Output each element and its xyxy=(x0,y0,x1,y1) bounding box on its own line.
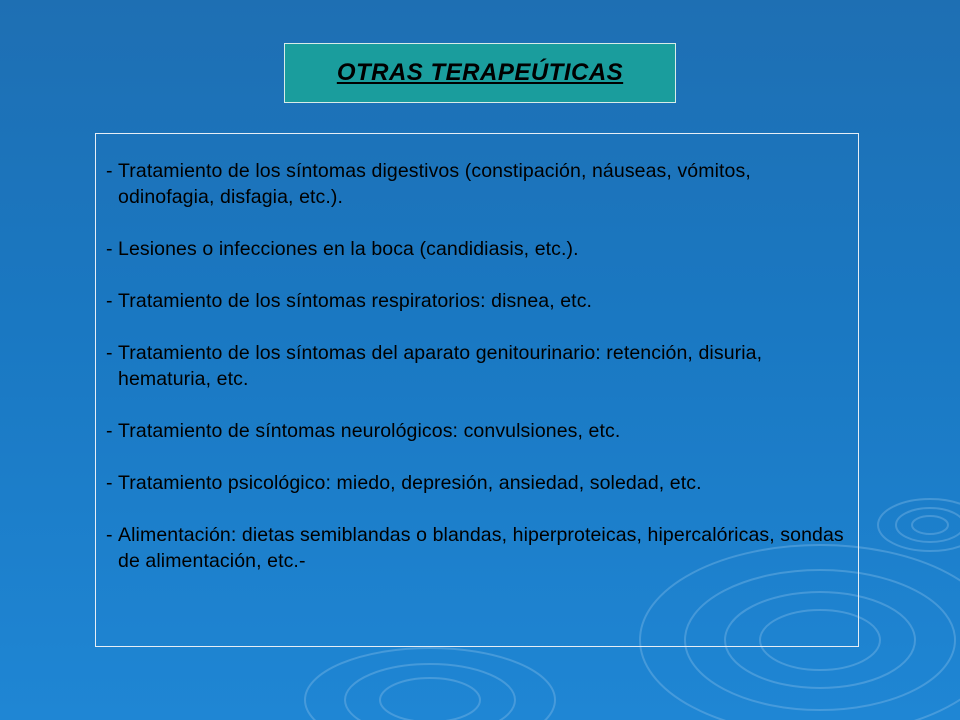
list-item-text: Tratamiento de los síntomas respiratorios: disnea, etc. xyxy=(118,290,593,312)
bullet-dash: - xyxy=(106,420,113,442)
list-item-text: Lesiones o infecciones en la boca (candidiasis, etc.). xyxy=(118,238,579,260)
list-item xyxy=(106,158,848,210)
list-item xyxy=(106,236,848,262)
list-item xyxy=(106,340,848,392)
bullet-dash: - xyxy=(106,524,113,546)
list-item xyxy=(106,470,848,496)
list-item xyxy=(106,522,848,574)
bullet-dash: - xyxy=(106,472,113,494)
list-item xyxy=(106,418,848,444)
list-item-text: Tratamiento psicológico: miedo, depresión, ansiedad, soledad, etc. xyxy=(118,472,702,494)
list-item-text: Alimentación: dietas semiblandas o blandas, hiperproteicas, hipercalóricas, sondas de alimentación, etc.- xyxy=(118,524,844,572)
list-item-text: Tratamiento de síntomas neurológicos: convulsiones, etc. xyxy=(118,420,621,442)
slide-title: OTRAS TERAPEÚTICAS xyxy=(336,59,624,86)
list-item-text: Tratamiento de los síntomas digestivos (constipación, náuseas, vómitos, odinofagia, disfagia, etc.). xyxy=(118,160,751,208)
content-box xyxy=(95,133,859,647)
bullet-dash: - xyxy=(106,160,113,182)
title-box xyxy=(284,43,676,103)
bullet-dash: - xyxy=(106,342,113,364)
list-item xyxy=(106,288,848,314)
bullet-dash: - xyxy=(106,290,113,312)
bullet-dash: - xyxy=(106,238,113,260)
list-item-text: Tratamiento de los síntomas del aparato genitourinario: retención, disuria, hematuria, etc. xyxy=(118,342,763,390)
